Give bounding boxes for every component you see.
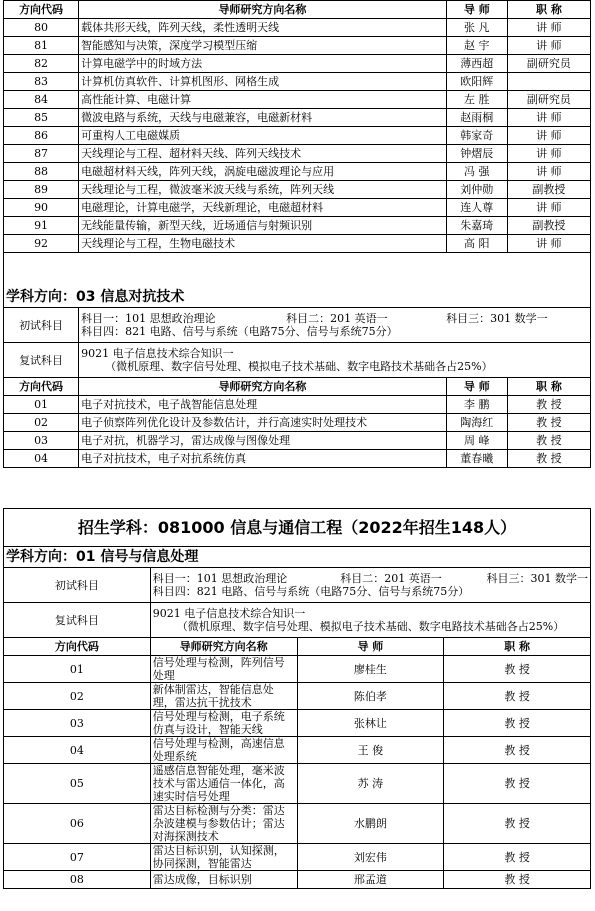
advisor-name: 张林让: [297, 710, 444, 737]
direction-code: 82: [4, 55, 79, 73]
direction-name: 遥感信息智能处理，毫米波技术与雷达通信一体化，高速实时信号处理: [150, 764, 297, 804]
retest-subject: 9021 电子信息技术综合知识一: [81, 347, 234, 360]
direction-code: 01: [4, 396, 79, 414]
table-row: [4, 450, 591, 468]
advisor-name: 周 峰: [446, 432, 507, 450]
col-name-header: 导师研究方向名称: [79, 378, 447, 396]
direction-code: 08: [4, 871, 151, 889]
direction-code: 84: [4, 91, 79, 109]
initial-exam-row: [4, 308, 591, 343]
advisor-title: 教 授: [444, 683, 591, 710]
col-code-header: 方向代码: [4, 1, 79, 19]
spacer-cell: [4, 253, 591, 288]
table-row: [4, 710, 591, 737]
advisor-title: 教 授: [444, 710, 591, 737]
direction-name: 雷达目标检测与分类：雷达杂波建模与参数估计；雷达对海探测技术: [150, 804, 297, 844]
table-header: [4, 378, 591, 396]
retest-label: 复试科目: [4, 603, 151, 638]
advisor-name: 陈伯孝: [297, 683, 444, 710]
advisor-title: 副研究员: [507, 91, 590, 109]
advisor-name: 连人尊: [446, 199, 507, 217]
table-row: [4, 804, 591, 844]
advisor-title: 教 授: [444, 737, 591, 764]
col-code-header: 方向代码: [4, 638, 151, 656]
direction-name: 新体制雷达，智能信息处理，雷达抗干扰技术: [150, 683, 297, 710]
retest-subject: 9021 电子信息技术综合知识一: [152, 607, 306, 620]
col-title-header: 职 称: [507, 1, 590, 19]
advisor-title: 讲 师: [507, 163, 590, 181]
advisor-title: 讲 师: [507, 235, 590, 253]
direction-name: 电子对抗，机器学习，雷达成像与图像处理: [79, 432, 447, 450]
table-row: [4, 19, 591, 37]
advisor-title: 讲 师: [507, 127, 590, 145]
advisor-title: 教 授: [507, 396, 590, 414]
table-row: [4, 163, 591, 181]
advisor-title: 讲 师: [507, 145, 590, 163]
direction-name: 电磁超材料天线，阵列天线，涡旋电磁波理论与应用: [79, 163, 447, 181]
initial-exam-content: [150, 568, 590, 603]
table-row: [4, 414, 591, 432]
initial-exam-content: [79, 308, 591, 343]
retest-row: [4, 603, 591, 638]
subject-title: 招生学科：081000 信息与通信工程（2022年招生148人）: [4, 509, 591, 547]
section-heading-row: [4, 287, 591, 308]
advisor-title: 教 授: [507, 414, 590, 432]
direction-code: 02: [4, 683, 151, 710]
direction-name: 天线理论与工程，生物电磁技术: [79, 235, 447, 253]
direction-code: 03: [4, 432, 79, 450]
advisor-title: 讲 师: [507, 109, 590, 127]
advisor-name: 欧阳辉: [446, 73, 507, 91]
direction-name: 无线能量传输，新型天线，近场通信与射频识别: [79, 217, 447, 235]
subject-title-row: [4, 509, 591, 547]
direction-code: 85: [4, 109, 79, 127]
advisor-name: 高 阳: [446, 235, 507, 253]
retest-content: [150, 603, 590, 638]
table-body: [4, 19, 591, 253]
direction-code: 83: [4, 73, 79, 91]
direction-name: 微波电路与系统，天线与电磁兼容，电磁新材料: [79, 109, 447, 127]
advisor-name: 李 鹏: [446, 396, 507, 414]
table-header: [4, 638, 591, 656]
table-row: [4, 764, 591, 804]
direction-code: 90: [4, 199, 79, 217]
advisor-name: 张 凡: [446, 19, 507, 37]
table-row: [4, 844, 591, 871]
direction-code: 91: [4, 217, 79, 235]
initial-exam-label: 初试科目: [4, 308, 79, 343]
table-row: [4, 217, 591, 235]
direction-code: 07: [4, 844, 151, 871]
retest-content: [79, 343, 591, 378]
spacer-row: [4, 253, 591, 288]
table-row: [4, 127, 591, 145]
direction-name: 可重构人工电磁媒质: [79, 127, 447, 145]
direction-name: 信号处理与检测，阵列信号处理: [150, 656, 297, 683]
advisor-name: 左 胜: [446, 91, 507, 109]
advisor-table-2: [3, 508, 591, 889]
table-row: [4, 181, 591, 199]
subject-1: 科目一：101 思想政治理论: [152, 572, 288, 585]
direction-code: 92: [4, 235, 79, 253]
direction-name: 天线理论与工程，微波毫米波天线与系统，阵列天线: [79, 181, 447, 199]
direction-code: 86: [4, 127, 79, 145]
direction-name: 雷达目标识别，认知探测，协同探测，智能雷达: [150, 844, 297, 871]
advisor-title: 讲 师: [507, 199, 590, 217]
table-row: [4, 109, 591, 127]
advisor-name: 王 俊: [297, 737, 444, 764]
advisor-name: 薄西超: [446, 55, 507, 73]
advisor-title: 副教授: [507, 217, 590, 235]
table-row: [4, 871, 591, 889]
direction-name: 天线理论与工程、超材料天线、阵列天线技术: [79, 145, 447, 163]
col-title-header: 职 称: [507, 378, 590, 396]
table-body: [4, 396, 591, 468]
direction-name: 电磁理论，计算电磁学，天线新理论，电磁超材料: [79, 199, 447, 217]
direction-code: 87: [4, 145, 79, 163]
retest-label: 复试科目: [4, 343, 79, 378]
advisor-title: 副教授: [507, 181, 590, 199]
advisor-name: 钟熠辰: [446, 145, 507, 163]
table-row: [4, 235, 591, 253]
initial-exam-row: [4, 568, 591, 603]
retest-detail: （微机原理、数字信号处理、模拟电子技术基础、数字电路技术基础各占25%）: [105, 360, 493, 373]
direction-name: 高性能计算、电磁计算: [79, 91, 447, 109]
advisor-title: 教 授: [444, 764, 591, 804]
table-header: [4, 1, 591, 19]
table-row: [4, 199, 591, 217]
advisor-name: 邢孟道: [297, 871, 444, 889]
direction-code: 04: [4, 737, 151, 764]
col-advisor-header: 导 师: [446, 378, 507, 396]
direction-name: 电子对抗技术，电子战智能信息处理: [79, 396, 447, 414]
direction-name: 智能感知与决策，深度学习模型压缩: [79, 37, 447, 55]
direction-code: 05: [4, 764, 151, 804]
direction-name: 载体共形天线，阵列天线，柔性透明天线: [79, 19, 447, 37]
table-row: [4, 432, 591, 450]
direction-name: 电子对抗技术，电子对抗系统仿真: [79, 450, 447, 468]
direction-name: 信号处理与检测，高速信息处理系统: [150, 737, 297, 764]
direction-code: 03: [4, 710, 151, 737]
table-row: [4, 37, 591, 55]
section-heading: 学科方向：01 信号与信息处理: [4, 547, 591, 568]
col-advisor-header: 导 师: [446, 1, 507, 19]
direction-code: 04: [4, 450, 79, 468]
table-row: [4, 396, 591, 414]
advisor-name: 董春曦: [446, 450, 507, 468]
advisor-name: 冯 强: [446, 163, 507, 181]
advisor-title: 教 授: [507, 432, 590, 450]
advisor-title: 教 授: [444, 804, 591, 844]
advisor-name: 刘宏伟: [297, 844, 444, 871]
direction-code: 81: [4, 37, 79, 55]
col-title-header: 职 称: [444, 638, 591, 656]
direction-name: 雷达成像，目标识别: [150, 871, 297, 889]
advisor-name: 苏 涛: [297, 764, 444, 804]
advisor-name: 陶海红: [446, 414, 507, 432]
retest-row: [4, 343, 591, 378]
direction-code: 88: [4, 163, 79, 181]
subject-4: 科目四：821 电路、信号与系统（电路75分、信号与系统75分）: [81, 325, 398, 338]
col-code-header: 方向代码: [4, 378, 79, 396]
advisor-title: 讲 师: [507, 19, 590, 37]
initial-exam-label: 初试科目: [4, 568, 151, 603]
advisor-name: 韩家奇: [446, 127, 507, 145]
section-heading: 学科方向：03 信息对抗技术: [4, 287, 591, 308]
table-row: [4, 656, 591, 683]
advisor-name: 刘仲勋: [446, 181, 507, 199]
table-row: [4, 145, 591, 163]
advisor-title: 教 授: [444, 844, 591, 871]
advisor-name: 赵雨桐: [446, 109, 507, 127]
section-heading-row: [4, 547, 591, 568]
advisor-title: [507, 73, 590, 91]
direction-name: 信号处理与检测，电子系统仿真与设计，智能天线: [150, 710, 297, 737]
table-row: [4, 73, 591, 91]
direction-name: 计算机仿真软件、计算机图形、网格生成: [79, 73, 447, 91]
col-name-header: 导师研究方向名称: [79, 1, 447, 19]
direction-name: 电子侦察阵列优化设计及参数估计，并行高速实时处理技术: [79, 414, 447, 432]
subject-2: 科目二：201 英语一: [286, 312, 388, 325]
subject-2: 科目二：201 英语一: [340, 572, 442, 585]
subject-3: 科目三：301 数学一: [486, 572, 588, 585]
col-advisor-header: 导 师: [297, 638, 444, 656]
advisor-title: 教 授: [444, 871, 591, 889]
table-row: [4, 91, 591, 109]
advisor-title: 教 授: [444, 656, 591, 683]
advisor-name: 水鹏朗: [297, 804, 444, 844]
page-gap: [0, 468, 595, 508]
advisor-name: 廖桂生: [297, 656, 444, 683]
advisor-table-1: [3, 0, 591, 468]
advisor-title: 教 授: [507, 450, 590, 468]
direction-code: 06: [4, 804, 151, 844]
advisor-title: 副研究员: [507, 55, 590, 73]
direction-code: 80: [4, 19, 79, 37]
direction-code: 89: [4, 181, 79, 199]
direction-code: 01: [4, 656, 151, 683]
advisor-name: 赵 宇: [446, 37, 507, 55]
advisor-title: 讲 师: [507, 37, 590, 55]
retest-detail: （微机原理、数字信号处理、模拟电子技术基础、数字电路技术基础各占25%）: [176, 620, 565, 633]
subject-3: 科目三：301 数学一: [446, 312, 548, 325]
table-body: [4, 656, 591, 889]
direction-name: 计算电磁学中的时域方法: [79, 55, 447, 73]
table-row: [4, 737, 591, 764]
table-row: [4, 683, 591, 710]
col-name-header: 导师研究方向名称: [150, 638, 297, 656]
advisor-name: 朱嘉琦: [446, 217, 507, 235]
subject-4: 科目四：821 电路、信号与系统（电路75分、信号与系统75分）: [152, 585, 470, 598]
table-row: [4, 55, 591, 73]
subject-1: 科目一：101 思想政治理论: [81, 312, 216, 325]
direction-code: 02: [4, 414, 79, 432]
